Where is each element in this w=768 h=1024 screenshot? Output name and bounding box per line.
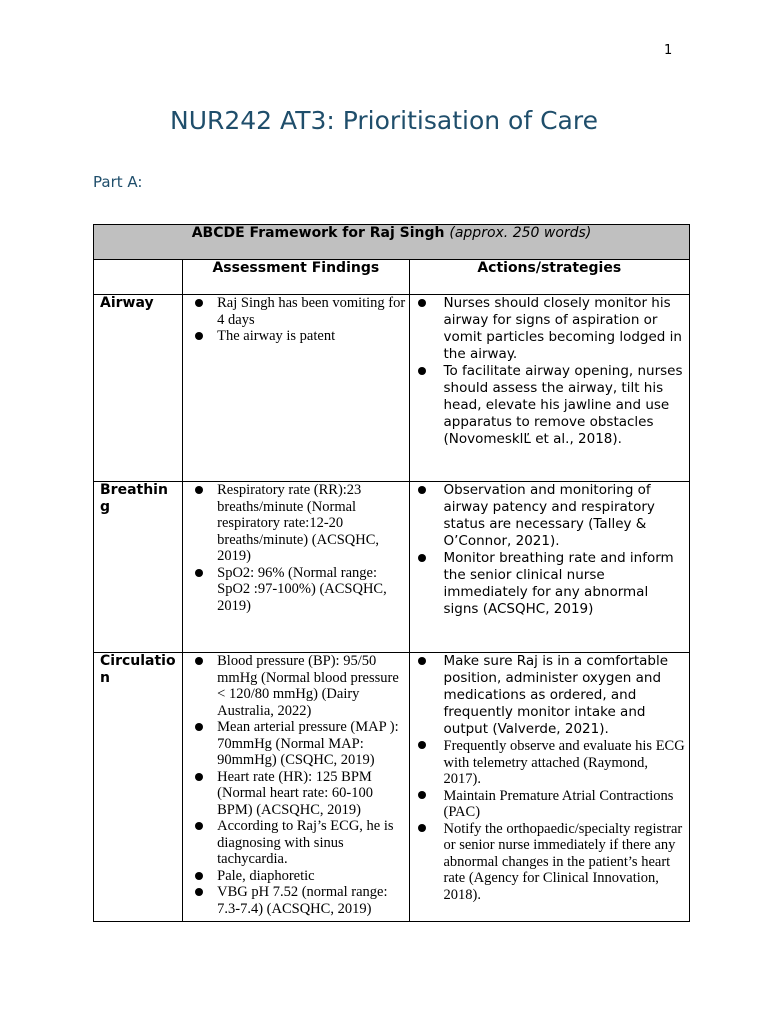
abcde-table (93, 224, 690, 922)
list-item: The airway is patent (183, 328, 408, 345)
empty-header-cell (94, 260, 183, 295)
list-item: VBG pH 7.52 (normal range: 7.3-7.4) (ACSQHC, 2019) (183, 884, 408, 917)
bullet-icon (195, 332, 203, 340)
document-title: NUR242 AT3: Prioritisation of Care (170, 106, 598, 135)
table-header-cell (94, 225, 690, 260)
bullet-icon (418, 657, 426, 665)
row-label-circulation: Circulation (94, 653, 183, 922)
list-item: Frequently observe and evaluate his ECG with telemetry attached (Raymond, 2017). (410, 738, 690, 788)
findings-cell-circulation (183, 653, 409, 922)
row-label-airway: Airway (94, 295, 183, 482)
column-header-row (94, 260, 690, 295)
table-row-circulation (94, 653, 690, 922)
bullet-icon (418, 824, 426, 832)
findings-cell-airway (183, 295, 409, 482)
table-row-breathing (94, 482, 690, 653)
bullet-icon (418, 554, 426, 562)
bullet-icon (195, 657, 203, 665)
bullet-icon (418, 486, 426, 494)
list-item: According to Raj’s ECG, he is diagnosing with sinus tachycardia. (183, 818, 408, 868)
list-item: Monitor breathing rate and inform the senior clinical nurse immediately for any abnormal signs (ACSQHC, 2019) (410, 550, 690, 618)
actions-header-label: Actions/strategies (477, 260, 622, 276)
actions-header-cell (409, 260, 690, 295)
part-label: Part A: (93, 173, 143, 191)
bullet-icon (195, 872, 203, 880)
actions-cell-circulation (409, 653, 690, 922)
list-item: Blood pressure (BP): 95/50 mmHg (Normal blood pressure < 120/80 mmHg) (Dairy Australia, 2022) (183, 653, 408, 719)
list-item: Raj Singh has been vomiting for 4 days (183, 295, 408, 328)
list-item: Notify the orthopaedic/specialty registrar or senior nurse immediately if there any abnormal changes in the patient’s heart rate (Agency for Clinical Innovation, 2018). (410, 821, 690, 904)
list-item: To facilitate airway opening, nurses should assess the airway, tilt his head, elevate his jawline and use apparatus to remove obstacles (NovomesklĽ et al., 2018). (410, 363, 690, 448)
bullet-icon (418, 367, 426, 375)
bullet-icon (195, 822, 203, 830)
list-item: Mean arterial pressure (MAP ): 70mmHg (Normal MAP: 90mmHg) (CSQHC, 2019) (183, 719, 408, 769)
bullet-icon (195, 569, 203, 577)
bullet-icon (418, 299, 426, 307)
table-header-row (94, 225, 690, 260)
bullet-icon (418, 741, 426, 749)
bullet-icon (195, 888, 203, 896)
page-number: 1 (664, 43, 673, 58)
list-item: Pale, diaphoretic (183, 868, 408, 885)
bullet-icon (195, 486, 203, 494)
bullet-icon (195, 773, 203, 781)
table-header-note: (approx. 250 words) (449, 225, 592, 241)
list-item: Make sure Raj is in a comfortable position, administer oxygen and medications as ordered, and frequently monitor intake and output (Valverde, 2021). (410, 653, 690, 738)
actions-cell-breathing (409, 482, 690, 653)
list-item: Observation and monitoring of airway patency and respiratory status are necessary (Talley & O’Connor, 2021). (410, 482, 690, 550)
list-item: Nurses should closely monitor his airway for signs of aspiration or vomit particles becoming lodged in the airway. (410, 295, 690, 363)
findings-cell-breathing (183, 482, 409, 653)
assessment-header-cell (183, 260, 409, 295)
list-item: Heart rate (HR): 125 BPM (Normal heart rate: 60-100 BPM) (ACSQHC, 2019) (183, 769, 408, 819)
bullet-icon (418, 791, 426, 799)
table-header-title: ABCDE Framework for Raj Singh (191, 225, 450, 241)
list-item: Maintain Premature Atrial Contractions (PAC) (410, 788, 690, 821)
list-item: Respiratory rate (RR):23 breaths/minute (Normal respiratory rate:12-20 breaths/minute) (ACSQHC, 2019) (183, 482, 408, 565)
bullet-icon (195, 299, 203, 307)
assessment-header-label: Assessment Findings (212, 260, 380, 276)
bullet-icon (195, 723, 203, 731)
actions-cell-airway (409, 295, 690, 482)
row-label-breathing: Breathing (94, 482, 183, 653)
list-item: SpO2: 96% (Normal range: SpO2 :97-100%) (ACSQHC, 2019) (183, 565, 408, 615)
table-row-airway (94, 295, 690, 482)
